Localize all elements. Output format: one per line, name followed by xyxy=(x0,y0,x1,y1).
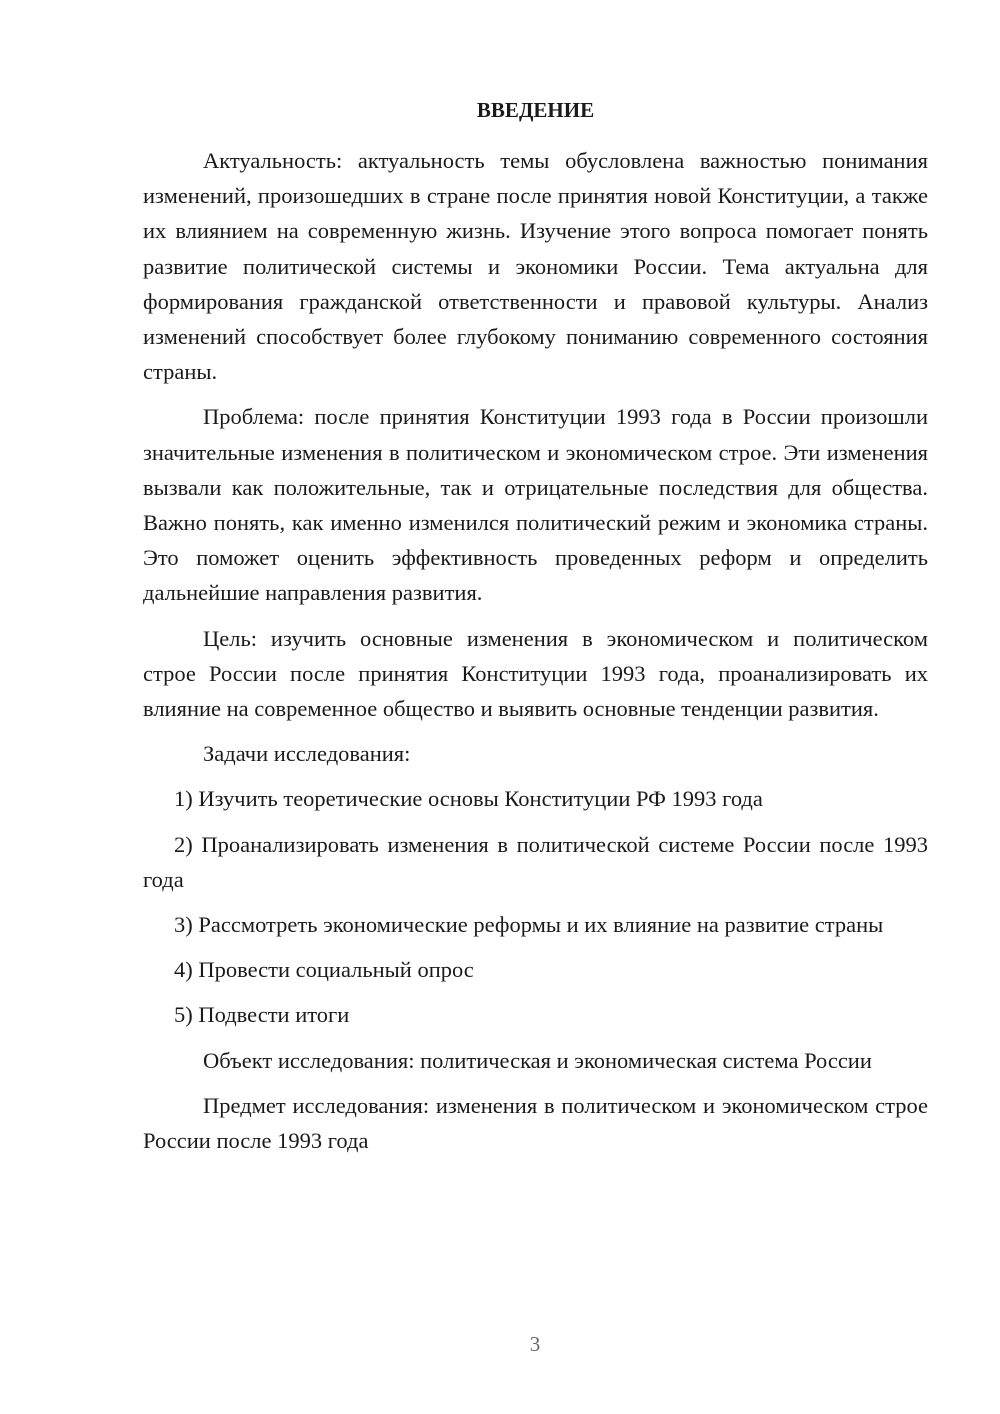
tasks-title: Задачи исследования: xyxy=(203,741,411,767)
task-item: 1) Изучить теоретические основы Конституции РФ 1993 года xyxy=(174,786,763,812)
goal-paragraph: Цель: изучить основные изменения в экономическом и политическом строе России после принятия Конституции 1993 года, проанализировать их влияние на современное общество и выявить основные тенденции развития. xyxy=(143,625,928,722)
task-item: 5) Подвести итоги xyxy=(174,1002,350,1028)
object-paragraph: Объект исследования: политическая и экономическая система России xyxy=(203,1047,872,1073)
document-page xyxy=(143,94,928,1168)
problem-paragraph: Проблема: после принятия Конституции 1993 года в России произошли значительные изменения в политическом и экономическом строе. Эти изменения вызвали как положительные, так и отрицательные последствия для общества. Важно понять, как именно изменился политический режим и экономика страны. Это поможет оценить эффективность проведенных реформ и определить дальнейшие направления развития. xyxy=(143,404,928,606)
page-number: 3 xyxy=(529,1332,541,1356)
relevance-paragraph: Актуальность: актуальность темы обусловлена важностью понимания изменений, произошедших в стране после принятия новой Конституции, а также их влиянием на современную жизнь. Изучение этого вопроса помогает понять развитие политической системы и экономики России. Тема актуальна для формирования гражданской ответственности и правовой культуры. Анализ изменений способствует более глубокому пониманию современного состояния страны. xyxy=(143,148,928,385)
task-item: 4) Провести социальный опрос xyxy=(174,957,474,983)
task-item: 2) Проанализировать изменения в политической системе России после 1993 года xyxy=(143,831,928,892)
section-heading: ВВЕДЕНИЕ xyxy=(476,98,595,122)
task-item: 3) Рассмотреть экономические реформы и их влияние на развитие страны xyxy=(174,912,884,938)
subject-paragraph: Предмет исследования: изменения в политическом и экономическом строе России после 1993 года xyxy=(143,1092,928,1154)
